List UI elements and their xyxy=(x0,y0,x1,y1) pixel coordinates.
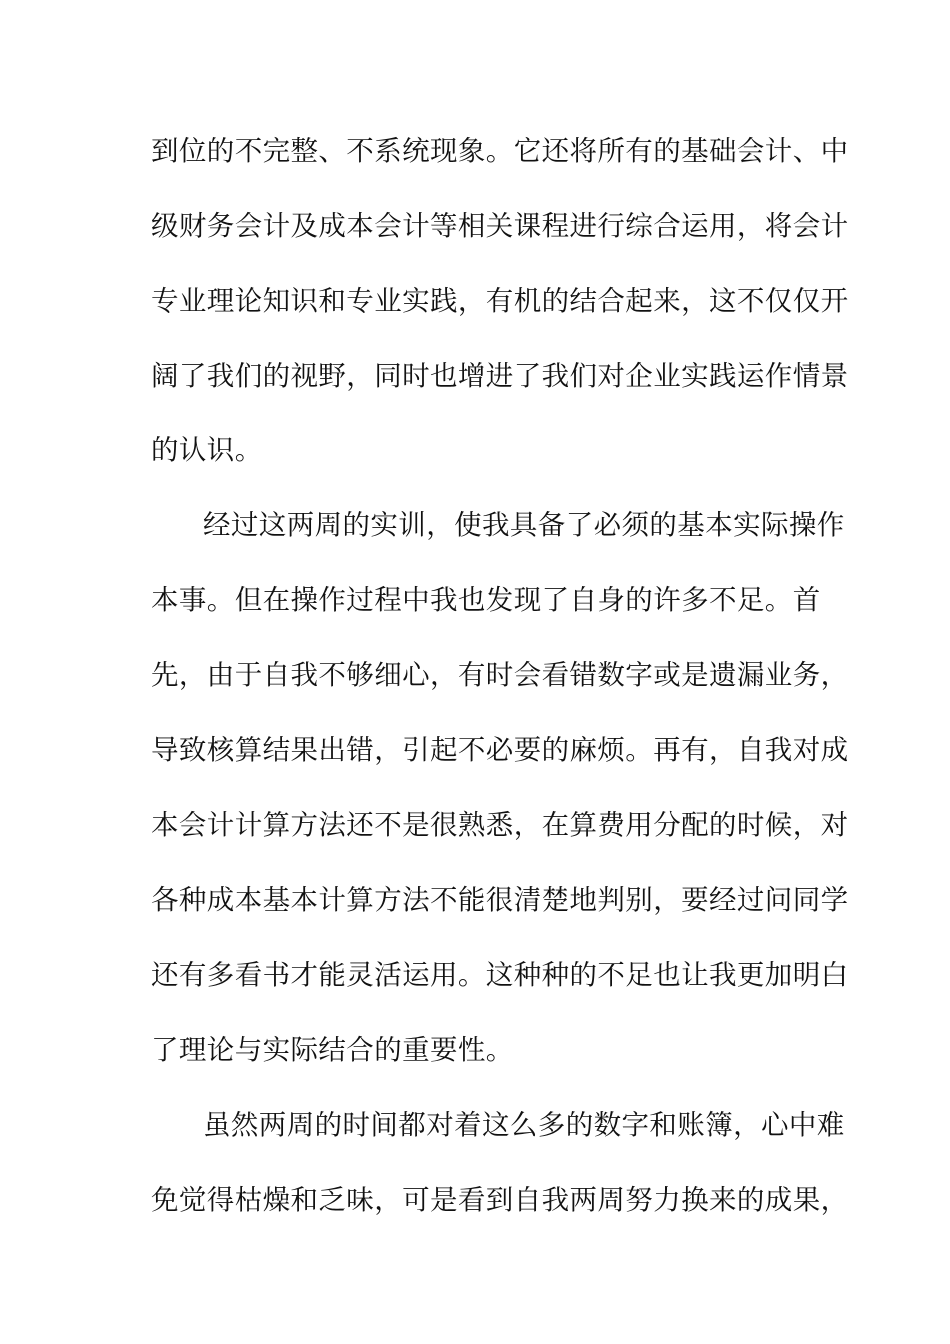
text-line: 专业理论知识和专业实践，有机的结合起来，这不仅仅开 xyxy=(151,285,849,317)
text-line: 级财务会计及成本会计等相关课程进行综合运用，将会计 xyxy=(151,210,849,242)
text-line: 本事。但在操作过程中我也发现了自身的许多不足。首 xyxy=(151,584,821,616)
paragraph-first-line: 经过这两周的实训，使我具备了必须的基本实际操作 xyxy=(203,509,845,541)
text-line: 到位的不完整、不系统现象。它还将所有的基础会计、中 xyxy=(151,135,849,167)
text-line: 导致核算结果出错，引起不必要的麻烦。再有，自我对成 xyxy=(151,734,849,766)
text-line: 先，由于自我不够细心，有时会看错数字或是遗漏业务， xyxy=(151,659,849,691)
text-line: 各种成本基本计算方法不能很清楚地判别，要经过问同学 xyxy=(151,884,849,916)
text-line: 还有多看书才能灵活运用。这种种的不足也让我更加明白 xyxy=(151,959,849,991)
text-line: 的认识。 xyxy=(151,434,263,466)
paragraph-first-line: 虽然两周的时间都对着这么多的数字和账簿，心中难 xyxy=(203,1109,845,1141)
text-line: 免觉得枯燥和乏味，可是看到自我两周努力换来的成果， xyxy=(151,1184,849,1216)
text-line: 了理论与实际结合的重要性。 xyxy=(151,1034,514,1066)
text-line: 本会计计算方法还不是很熟悉，在算费用分配的时候，对 xyxy=(151,809,849,841)
text-line: 阔了我们的视野，同时也增进了我们对企业实践运作情景 xyxy=(151,360,849,392)
